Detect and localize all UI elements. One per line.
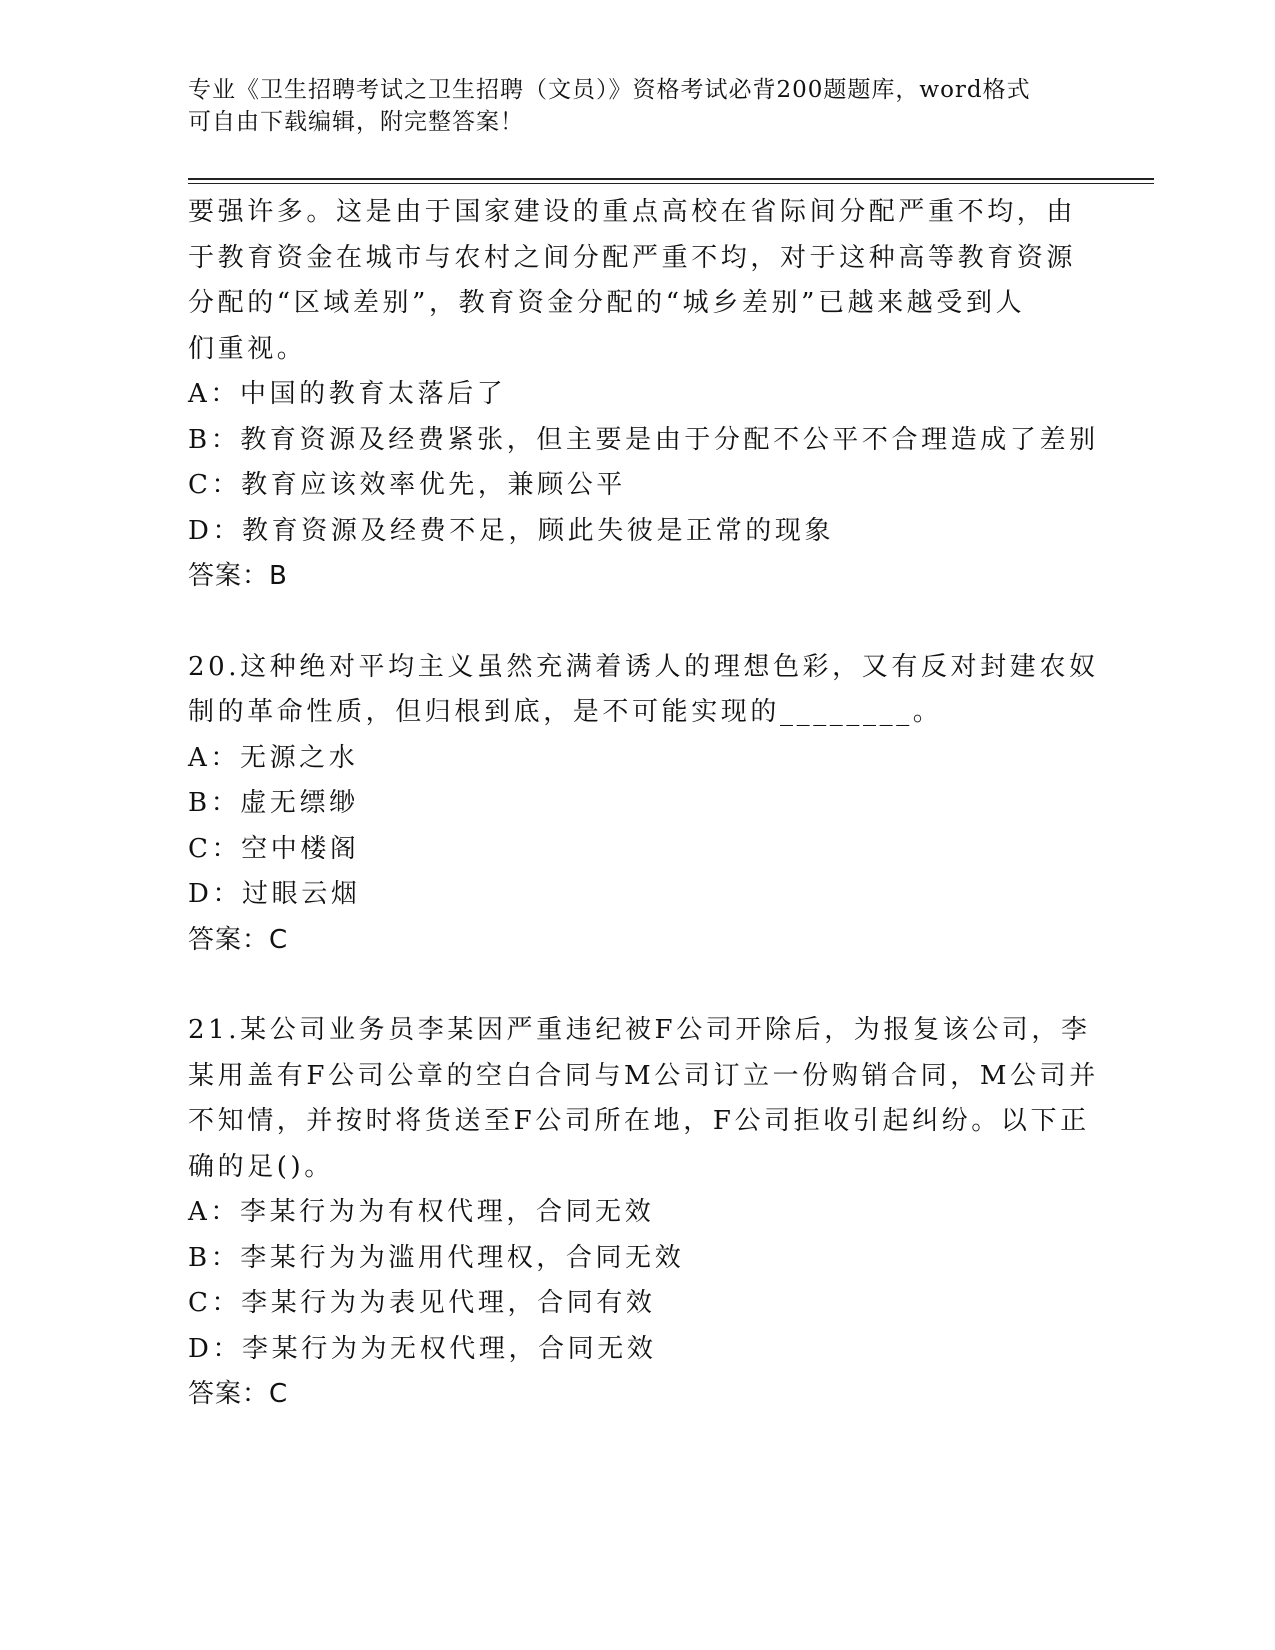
option-c: C：空中楼阁 xyxy=(188,833,360,864)
question-stem-line: 制的革命性质，但归根到底，是不可能实现的________。 xyxy=(188,697,943,727)
option-b: B：教育资源及经费紧张，但主要是由于分配不公平不合理造成了差别 xyxy=(188,424,1099,455)
question-stem-line: 20.这种绝对平均主义虽然充满着诱人的理想色彩，又有反对封建农奴 xyxy=(188,651,1099,682)
question-list xyxy=(188,190,1099,1418)
header-title-line-1: 专业《卫生招聘考试之卫生招聘（文员）》资格考试必背200题题库，word格式 xyxy=(188,77,1031,103)
answer-line: 答案：C xyxy=(188,924,289,955)
question-stem-line: 要强许多。这是由于国家建设的重点高校在省际间分配严重不均，由 xyxy=(188,197,1077,227)
option-b: B：虚无缥缈 xyxy=(188,788,359,818)
option-a: A：中国的教育太落后了 xyxy=(188,379,507,409)
header-divider-thick xyxy=(188,178,1154,180)
header-divider-thin xyxy=(188,183,1154,184)
option-b: B：李某行为为滥用代理权，合同无效 xyxy=(188,1242,685,1273)
header-title-line-2: 可自由下载编辑，附完整答案！ xyxy=(188,109,524,135)
option-c: C：教育应该效率优先，兼顾公平 xyxy=(188,470,626,500)
option-a: A：无源之水 xyxy=(188,742,359,773)
question-spacer xyxy=(188,600,1078,645)
answer-line: 答案：B xyxy=(188,561,288,591)
question-21 xyxy=(188,1008,1099,1418)
question-stem-line: 21.某公司业务员李某因严重违纪被F公司开除后，为报复该公司，李 xyxy=(188,1015,1091,1045)
option-c: C：李某行为为表见代理，合同有效 xyxy=(188,1288,656,1318)
question-19-continued xyxy=(188,190,1099,600)
question-stem-line: 不知情，并按时将货送至F公司所在地，F公司拒收引起纠纷。以下正 xyxy=(188,1106,1090,1136)
question-stem-line: 于教育资金在城市与农村之间分配严重不均，对于这种高等教育资源 xyxy=(188,242,1077,273)
document-header xyxy=(188,74,1088,138)
question-stem-line: 确的足()。 xyxy=(188,1151,334,1182)
question-spacer xyxy=(188,963,1078,1008)
answer-line: 答案：C xyxy=(188,1379,289,1409)
option-a: A：李某行为为有权代理，合同无效 xyxy=(188,1197,655,1227)
option-d: D：过眼云烟 xyxy=(188,879,361,909)
question-stem-line: 们重视。 xyxy=(188,333,307,364)
option-d: D：李某行为为无权代理，合同无效 xyxy=(188,1333,657,1364)
question-stem-line: 某用盖有F公司公章的空白合同与M公司订立一份购销合同，M公司并 xyxy=(188,1060,1099,1091)
question-20 xyxy=(188,645,1099,964)
question-stem-line: 分配的“区域差别”，教育资金分配的“城乡差别”已越来越受到人 xyxy=(188,288,1026,318)
option-d: D：教育资源及经费不足，顾此失彼是正常的现象 xyxy=(188,515,835,546)
